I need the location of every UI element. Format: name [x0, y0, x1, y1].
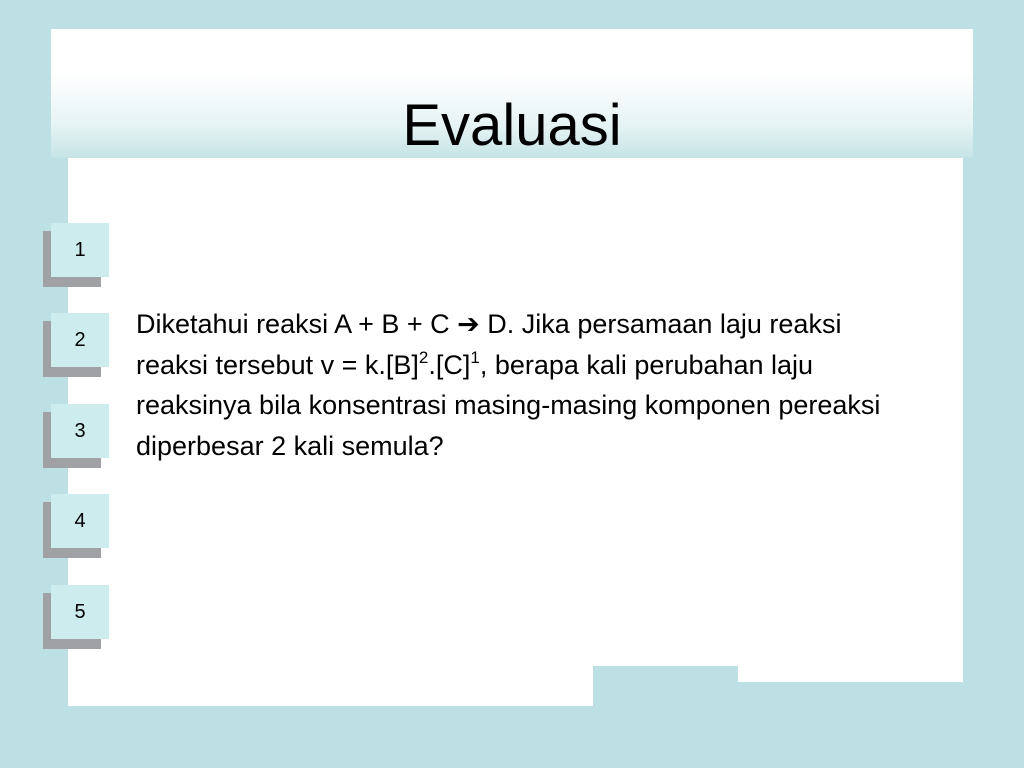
- nav-shadow: [43, 277, 101, 287]
- question-text-part: , berapa kali perubahan laju reaksinya bila konsentrasi masing-masing komponen pereaksi diperbesar 2 kali semula?: [136, 349, 881, 461]
- question-text-part: Diketahui reaksi A + B + C: [136, 309, 458, 339]
- nav-button-1[interactable]: [43, 223, 109, 287]
- nav-button-label: 5: [74, 601, 86, 623]
- content-panel-bottom-left: [68, 666, 593, 706]
- nav-button-label: 1: [74, 239, 86, 261]
- slide-title: Evaluasi: [402, 93, 622, 158]
- right-arrow-icon: ➔: [457, 309, 480, 339]
- nav-button-3[interactable]: [43, 404, 109, 468]
- question-text-part: D. Jika persamaan laju reaksi reaksi tersebut v = k.[B]: [136, 309, 842, 380]
- nav-button-2[interactable]: [43, 313, 109, 377]
- nav-button-label: 4: [74, 510, 86, 532]
- exponent-c: 1: [470, 347, 480, 367]
- content-panel-bottom-right: [738, 666, 963, 682]
- nav-shadow: [43, 639, 101, 649]
- title-bar: [51, 29, 973, 158]
- nav-button-label: 3: [74, 420, 86, 442]
- nav-shadow: [43, 458, 101, 468]
- nav-shadow: [43, 548, 101, 558]
- nav-button-label: 2: [74, 329, 86, 351]
- nav-shadow: [43, 367, 101, 377]
- question-text: [136, 304, 896, 466]
- exponent-b: 2: [418, 347, 429, 367]
- question-text-part: .[C]: [428, 349, 471, 380]
- nav-button-5[interactable]: [43, 585, 109, 649]
- nav-button-4[interactable]: [43, 494, 109, 558]
